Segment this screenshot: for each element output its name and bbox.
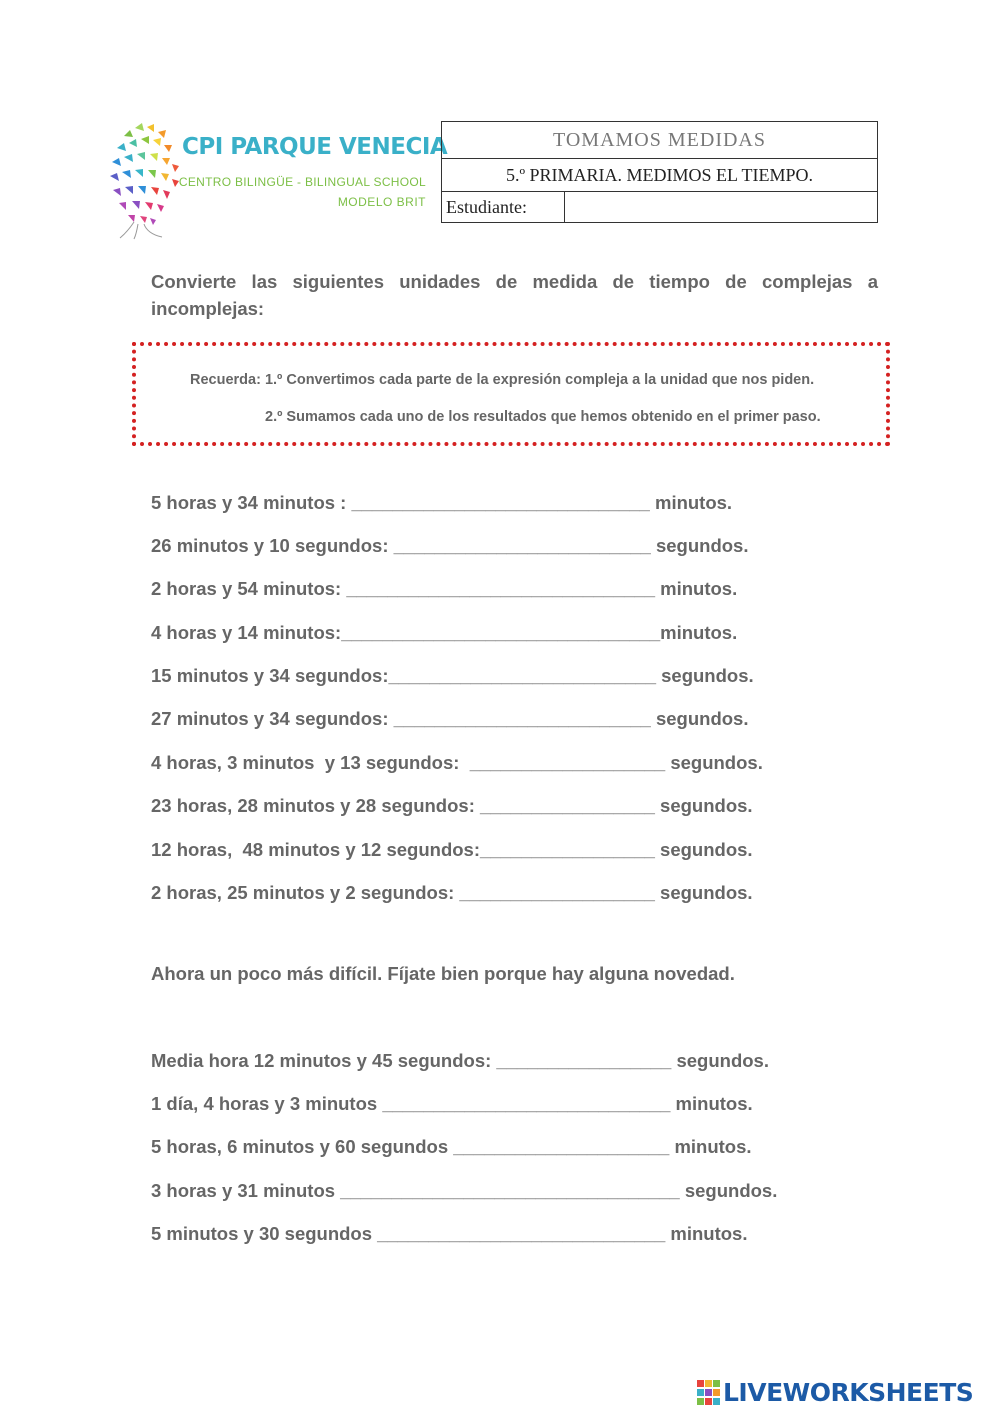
- liveworksheets-logo-icon: [697, 1380, 721, 1406]
- exercise-line[interactable]: 5 horas y 34 minutos : _____________________________ minutos.: [151, 492, 733, 513]
- school-model: MODELO BRIT: [337, 195, 426, 209]
- exercise-line[interactable]: 23 horas, 28 minutos y 28 segundos: _________________ segundos.: [151, 795, 753, 816]
- student-label: Estudiante:: [442, 192, 565, 223]
- school-subtitle: CENTRO BILINGÜE - BILINGUAL SCHOOL: [178, 175, 426, 189]
- exercise-line[interactable]: 3 horas y 31 minutos _________________________________ segundos.: [151, 1180, 778, 1201]
- reminder-step-2: 2.º Sumamos cada uno de los resultados que hemos obtenido en el primer paso.: [265, 409, 821, 425]
- liveworksheets-brand: [697, 1378, 997, 1410]
- liveworksheets-wordmark: LIVEWORKSHEETS: [723, 1378, 974, 1407]
- reminder-step-1: Recuerda: 1.º Convertimos cada parte de la expresión compleja a la unidad que nos piden.: [190, 372, 815, 388]
- worksheet-subtitle: 5.º PRIMARIA. MEDIMOS EL TIEMPO.: [442, 159, 878, 192]
- school-logo: [104, 118, 448, 243]
- exercise-line[interactable]: 26 minutos y 10 segundos: _________________________ segundos.: [151, 535, 749, 556]
- exercise-line[interactable]: 5 minutos y 30 segundos ____________________________ minutos.: [151, 1223, 748, 1244]
- exercise-line[interactable]: Media hora 12 minutos y 45 segundos: _________________ segundos.: [151, 1050, 769, 1071]
- exercise-line[interactable]: 2 horas y 54 minutos: ______________________________ minutos.: [151, 578, 738, 599]
- pinecone-butterflies-icon: [104, 118, 184, 240]
- exercise-line[interactable]: 15 minutos y 34 segundos:__________________________ segundos.: [151, 665, 754, 686]
- exercise-line[interactable]: 4 horas y 14 minutos:_______________________________minutos.: [151, 622, 738, 643]
- section-heading: Ahora un poco más difícil. Fíjate bien porque hay alguna novedad.: [151, 963, 735, 984]
- exercise-line[interactable]: 1 día, 4 horas y 3 minutos ____________________________ minutos.: [151, 1093, 753, 1114]
- worksheet-header-table: [441, 121, 878, 223]
- instructions-text: Convierte las siguientes unidades de medida de tiempo de complejas a incomplejas:: [151, 271, 878, 319]
- reminder-box: [132, 342, 890, 446]
- exercise-line[interactable]: 2 horas, 25 minutos y 2 segundos: ___________________ segundos.: [151, 882, 753, 903]
- exercise-line[interactable]: 4 horas, 3 minutos y 13 segundos: ___________________ segundos.: [151, 752, 763, 773]
- school-name: CPI PARQUE VENECIA: [182, 134, 448, 160]
- student-name-field[interactable]: [565, 192, 878, 223]
- worksheet-title: TOMAMOS MEDIDAS: [442, 122, 878, 159]
- exercise-line[interactable]: 27 minutos y 34 segundos: _________________________ segundos.: [151, 708, 749, 729]
- exercise-line[interactable]: 5 horas, 6 minutos y 60 segundos _____________________ minutos.: [151, 1136, 752, 1157]
- exercise-line[interactable]: 12 horas, 48 minutos y 12 segundos:_________________ segundos.: [151, 839, 753, 860]
